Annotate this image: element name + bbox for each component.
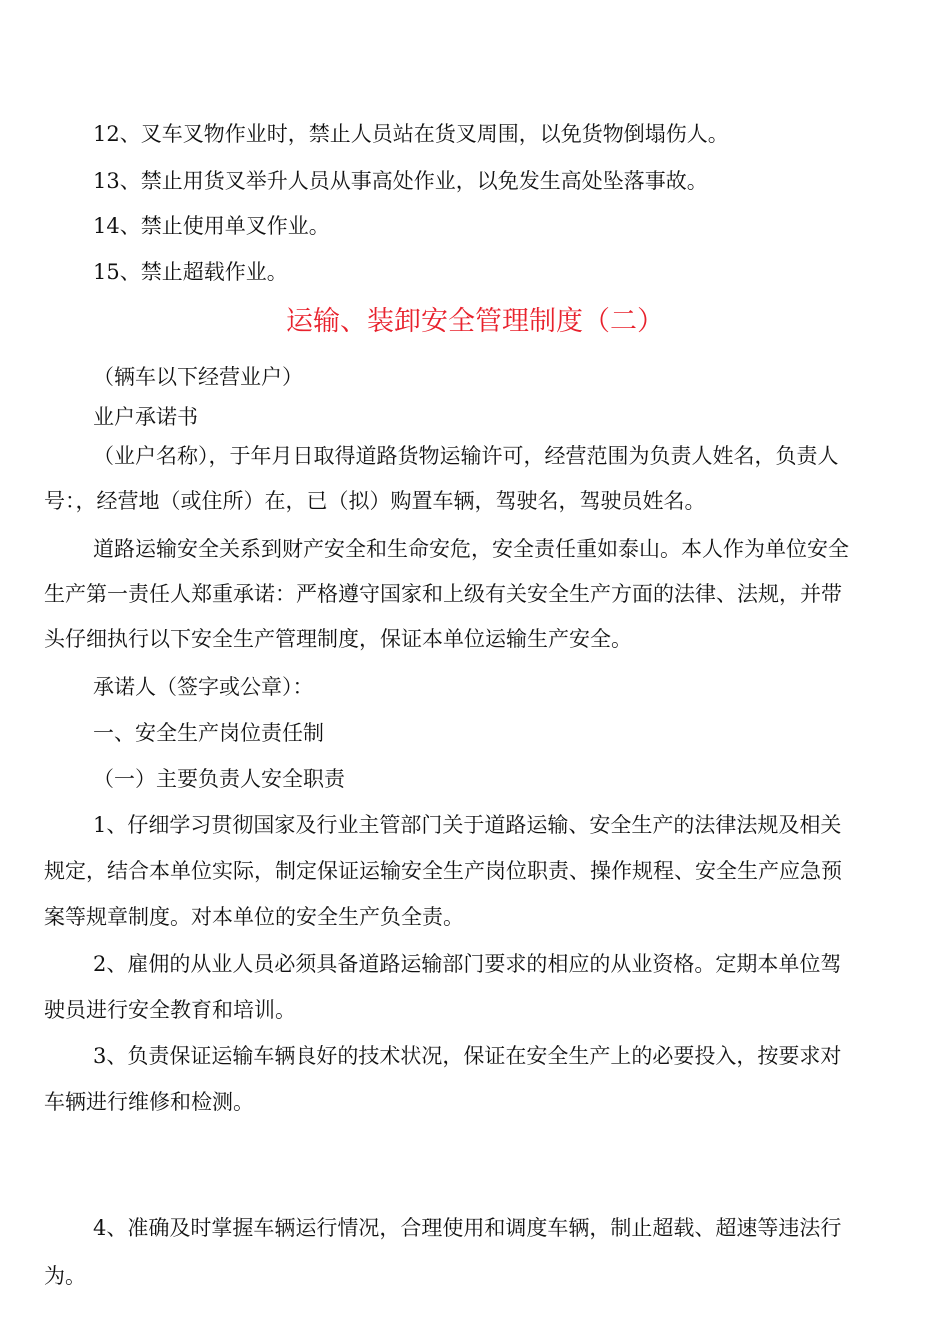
item-1-line-1: 1、仔细学习贯彻国家及行业主管部门关于道路运输、安全生产的法律法规及相关 <box>93 813 842 837</box>
item-4-line-1: 4、准确及时掌握车辆运行情况，合理使用和调度车辆，制止超载、超速等违法行 <box>93 1216 842 1240</box>
item-2-line-1: 2、雇佣的从业人员必须具备道路运输部门要求的相应的从业资格。定期本单位驾 <box>93 952 842 976</box>
section-heading-1: 一、安全生产岗位责任制 <box>93 721 324 745</box>
item-4-line-2: 为。 <box>44 1264 86 1288</box>
section-heading-1-1: （一）主要负责人安全职责 <box>93 767 345 791</box>
item-2-line-2: 驶员进行安全教育和培训。 <box>44 998 296 1022</box>
document-title: 运输、装卸安全管理制度（二） <box>286 306 664 337</box>
rule-14: 14、禁止使用单叉作业。 <box>93 214 330 238</box>
paragraph-2-line-2: 生产第一责任人郑重承诺：严格遵守国家和上级有关安全生产方面的法律、法规，并带 <box>44 582 842 606</box>
item-3-line-2: 车辆进行维修和检测。 <box>44 1090 254 1114</box>
pledge-heading: 业户承诺书 <box>93 405 198 429</box>
rule-15: 15、禁止超载作业。 <box>93 260 288 284</box>
rule-12: 12、叉车叉物作业时，禁止人员站在货叉周围，以免货物倒塌伤人。 <box>93 122 729 146</box>
rule-13: 13、禁止用货叉举升人员从事高处作业，以免发生高处坠落事故。 <box>93 169 708 193</box>
subtitle: （辆车以下经营业户） <box>93 365 303 389</box>
paragraph-2-line-3: 头仔细执行以下安全生产管理制度，保证本单位运输生产安全。 <box>44 627 632 651</box>
item-1-line-3: 案等规章制度。对本单位的安全生产负全责。 <box>44 905 464 929</box>
paragraph-2-line-1: 道路运输安全关系到财产安全和生命安危，安全责任重如泰山。本人作为单位安全 <box>93 537 849 561</box>
item-3-line-1: 3、负责保证运输车辆良好的技术状况，保证在安全生产上的必要投入，按要求对 <box>93 1044 842 1068</box>
item-1-line-2: 规定，结合本单位实际，制定保证运输安全生产岗位职责、操作规程、安全生产应急预 <box>44 859 842 883</box>
paragraph-1-line-2: 号：，经营地（或住所）在，已（拟）购置车辆，驾驶名，驾驶员姓名。 <box>44 489 706 513</box>
paragraph-1-line-1: （业户名称），于年月日取得道路货物运输许可，经营范围为负责人姓名，负责人 <box>93 444 839 468</box>
signer-line: 承诺人（签字或公章）： <box>93 675 314 699</box>
